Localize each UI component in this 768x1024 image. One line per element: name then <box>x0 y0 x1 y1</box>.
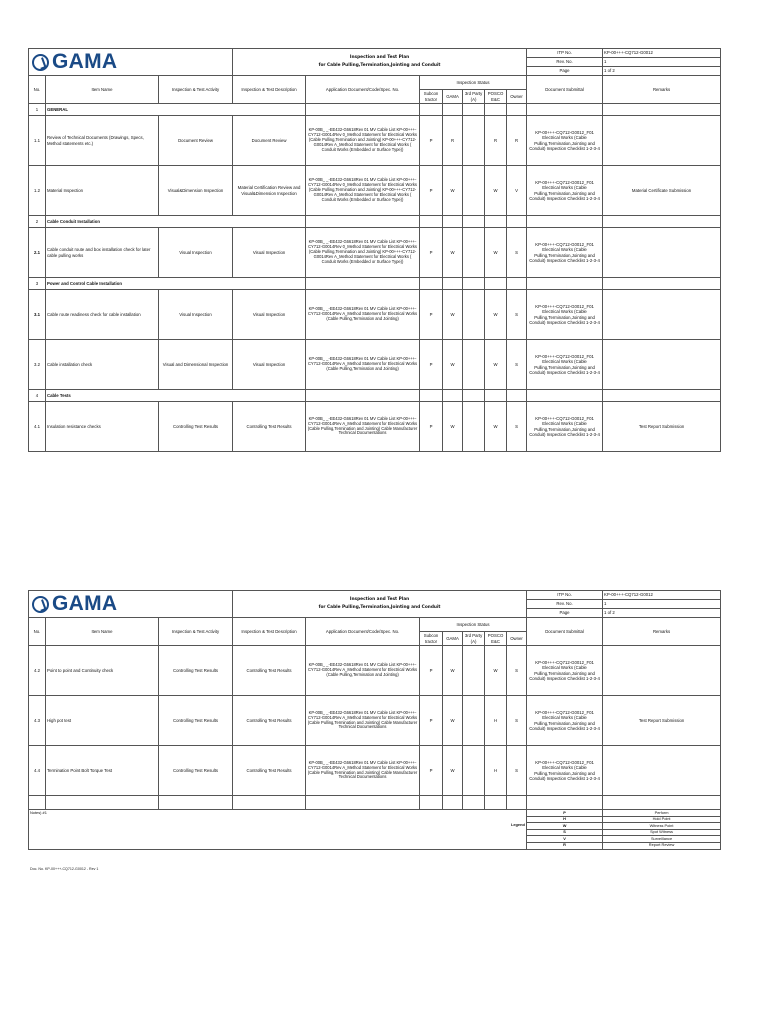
legend-label: Legend <box>511 822 525 827</box>
row-submittal: KP-00+++-CQ712-G0012_F01 Electrical Works (Cable Pulling,Termination,Jointing and Conduit) Inspection Checklist 1-2-3-4 <box>527 646 603 696</box>
row-number: 1.1 <box>29 116 46 166</box>
row-activity: Visual Inspection <box>159 228 233 278</box>
row-posco: W <box>485 166 507 216</box>
legend-text: Hold Point <box>603 816 721 823</box>
rev-no-label: Rev. No. <box>527 58 603 67</box>
row-gama: W <box>443 696 463 746</box>
row-activity: Document Review <box>159 116 233 166</box>
col-header-activity: Inspection & Test Activity <box>159 618 233 646</box>
row-subcon: P <box>420 340 443 390</box>
itp-page-2 <box>28 590 720 850</box>
row-owner: S <box>507 746 527 796</box>
legend-code: V <box>527 836 603 843</box>
row-submittal: KP-00+++-CQ712-G0012_F01 Electrical Works (Cable Pulling,Termination,Jointing and Conduit) Inspection Checklist 1-2-3-4 <box>527 340 603 390</box>
row-number: 3.2 <box>29 340 46 390</box>
row-submittal: KP-00+++-CQ712-G0012_F01 Electrical Works (Cable Pulling,Termination,Jointing and Conduit) Inspection Checklist 1-2-3-4 <box>527 228 603 278</box>
row-subcon: P <box>420 116 443 166</box>
row-gama: W <box>443 290 463 340</box>
row-posco: H <box>485 696 507 746</box>
row-remarks: Material Certificate Submission <box>603 166 721 216</box>
col-header-inspection-status: Inspection Status <box>420 618 527 632</box>
row-remarks: Test Report Submission <box>603 696 721 746</box>
section-row-cable-installation <box>29 278 721 290</box>
row-owner: V <box>507 166 527 216</box>
row-description: Material Certification Review and Visual&Dimension Inspection <box>233 166 306 216</box>
gama-logo-icon <box>32 596 49 613</box>
row-gama: R <box>443 116 463 166</box>
col-header-submittal: Document Submittal <box>527 76 603 104</box>
row-item: Cable route readiness check for cable installation <box>46 290 159 340</box>
legend-code: W <box>527 823 603 830</box>
itp-table-page-2 <box>28 590 721 850</box>
empty-row <box>29 796 721 810</box>
row-item: Point to point and Continuity check <box>46 646 159 696</box>
row-appdoc: KP-00B_ _-EE432-G6618Rev 01 MV Cable List KP-00+++-CY712-G0014Rev A_Method Statement for Electrical Works (Cable Pulling,Termination and Jointing) Cable Manufacturer Technical Documentations <box>306 696 420 746</box>
col-header-third-party: 3rd Party (A) <box>463 632 485 646</box>
row-owner: S <box>507 402 527 452</box>
col-header-subcon: Subcon tractor <box>420 90 443 104</box>
col-header-gama: GAMA <box>443 632 463 646</box>
row-description: Controlling Test Results <box>233 646 306 696</box>
legend-text: Spot Witness <box>603 829 721 836</box>
row-description: Controlling Test Results <box>233 746 306 796</box>
section-row-cable-tests <box>29 390 721 402</box>
row-subcon: P <box>420 746 443 796</box>
table-row <box>29 696 721 746</box>
row-owner: R <box>507 116 527 166</box>
row-owner: S <box>507 228 527 278</box>
row-submittal: KP-00+++-CQ712-G0012_F01 Electrical Works (Cable Pulling,Termination,Jointing and Conduit) Inspection Checklist 1-2-3-4 <box>527 402 603 452</box>
row-appdoc: KP-00B_ _-EE432-G6618Rev 01 MV Cable List KP-00+++-CY712-G0014Rev A_Method Statement for Electrical Works (Cable Pulling,Termination and Jointing) Cable Manufacturer Technical Documentations <box>306 402 420 452</box>
row-owner: S <box>507 696 527 746</box>
row-description: Visual Inspection <box>233 290 306 340</box>
col-header-remarks: Remarks <box>603 618 721 646</box>
section-row-general <box>29 104 721 116</box>
row-remarks <box>603 116 721 166</box>
company-logo: GAMA <box>29 49 233 76</box>
itp-table-page-1 <box>28 48 721 452</box>
row-gama: W <box>443 746 463 796</box>
document-title <box>233 49 527 76</box>
col-header-remarks: Remarks <box>603 76 721 104</box>
table-row <box>29 746 721 796</box>
row-item: High pot test <box>46 696 159 746</box>
row-appdoc: KP-00B_ _-EE432-G6618Rev 01 MV Cable List KP-00+++-CY712-G0014Rev A_Method Statement for Electrical Works (Cable Pulling,Termination and Jointing) <box>306 290 420 340</box>
document-title <box>233 591 527 618</box>
page-value: 1 of 2 <box>603 67 721 76</box>
row-submittal: KP-00+++-CQ712-G0012_F01 Electrical Works (Cable Pulling,Termination,Jointing and Conduit) Inspection Checklist 1-2-3-4 <box>527 116 603 166</box>
row-item: Termination Point Bolt Torque Test <box>46 746 159 796</box>
rev-no-label: Rev. No. <box>527 600 603 609</box>
rev-no-value: 1 <box>603 58 721 67</box>
row-third-party <box>463 402 485 452</box>
row-subcon: P <box>420 166 443 216</box>
row-number: 3.1 <box>29 290 46 340</box>
gama-logo-icon <box>32 54 49 71</box>
row-subcon: P <box>420 696 443 746</box>
row-submittal: KP-00+++-CQ712-G0012_F01 Electrical Works (Cable Pulling,Termination,Jointing and Conduit) Inspection Checklist 1-2-3-4 <box>527 746 603 796</box>
row-posco: W <box>485 402 507 452</box>
row-description: Document Review <box>233 116 306 166</box>
legend-code: R <box>527 842 603 849</box>
col-header-description: Inspection & Test Description <box>233 76 306 104</box>
row-subcon: P <box>420 646 443 696</box>
legend-code: P <box>527 810 603 817</box>
legend-code: H <box>527 816 603 823</box>
row-remarks <box>603 746 721 796</box>
row-number: 4.1 <box>29 402 46 452</box>
legend-text: Surveillance <box>603 836 721 843</box>
col-header-posco: POSCO E&C <box>485 90 507 104</box>
section-name: Cable Conduit Installation <box>46 216 306 228</box>
title-line-1: Inspection and Test Plan <box>349 55 410 60</box>
row-description: Controlling Test Results <box>233 696 306 746</box>
row-number: 2.1 <box>29 228 46 278</box>
section-name: Power and Control Cable Installation <box>46 278 306 290</box>
table-row <box>29 402 721 452</box>
row-activity: Controlling Test Results <box>159 646 233 696</box>
section-number: 2 <box>29 216 46 228</box>
row-activity: Visual&Dimension Inspection <box>159 166 233 216</box>
col-header-no: No. <box>29 618 46 646</box>
row-appdoc: KP-00B_ _-EE432-G6618Rev 01 MV Cable List KP-00+++-CY712-G0014Rev A_Method Statement for Electrical Works (Cable Pulling,Termination and Jointing) <box>306 340 420 390</box>
row-activity: Controlling Test Results <box>159 746 233 796</box>
table-row <box>29 646 721 696</box>
row-gama: W <box>443 646 463 696</box>
col-header-posco: POSCO E&C <box>485 632 507 646</box>
col-header-inspection-status: Inspection Status <box>420 76 527 90</box>
notes-label: Notes) #1 <box>30 810 47 815</box>
row-activity: Visual Inspection <box>159 290 233 340</box>
rev-no-value: 1 <box>603 600 721 609</box>
row-description: Visual Inspection <box>233 228 306 278</box>
row-owner: S <box>507 340 527 390</box>
row-posco: W <box>485 228 507 278</box>
row-appdoc: KP-00B_ _-EE432-G6618Rev 01 MV Cable List KP-00+++-CY712-G0014Rev A_Method Statement for Electrical Works (Cable Pulling,Termination and Jointing) Cable Manufacturer Technical Documentations <box>306 746 420 796</box>
table-row <box>29 340 721 390</box>
row-third-party <box>463 116 485 166</box>
col-header-gama: GAMA <box>443 90 463 104</box>
row-third-party <box>463 696 485 746</box>
itp-no-label: ITP No. <box>527 49 603 58</box>
row-appdoc: KP-00B_ _-EE432-G6618Rev 01 MV Cable List KP-00+++-CY712-G0014Rev A_Method Statement for Electrical Works (Cable Pulling,Termination and Jointing) <box>306 646 420 696</box>
row-item: Cable installation check <box>46 340 159 390</box>
itp-no-value: KP-00+++-CQ712-G0012 <box>603 49 721 58</box>
row-submittal: KP-00+++-CQ712-G0012_F01 Electrical Works (Cable Pulling,Termination,Jointing and Conduit) Inspection Checklist 1-2-3-4 <box>527 166 603 216</box>
notes-area <box>29 810 527 850</box>
col-header-owner: Owner <box>507 90 527 104</box>
row-gama: W <box>443 166 463 216</box>
row-third-party <box>463 290 485 340</box>
row-subcon: P <box>420 402 443 452</box>
legend-text: Witness Point <box>603 823 721 830</box>
section-row-conduit <box>29 216 721 228</box>
col-header-subcon: Subcon tractor <box>420 632 443 646</box>
row-remarks <box>603 340 721 390</box>
col-header-appdoc: Application Document/Code/Spec. No. <box>306 76 420 104</box>
col-header-item: Item Name <box>46 618 159 646</box>
section-name: GENERAL <box>46 104 306 116</box>
row-number: 4.4 <box>29 746 46 796</box>
row-gama: W <box>443 402 463 452</box>
row-number: 4.2 <box>29 646 46 696</box>
row-remarks <box>603 290 721 340</box>
row-subcon: P <box>420 290 443 340</box>
document-number-footer: Doc. No. KP-00+++-CQ712-G0012 - Rev 1 <box>30 867 99 871</box>
title-line-2: for Cable Pulling,Termination,Jointing and Conduit <box>318 63 441 68</box>
row-submittal: KP-00+++-CQ712-G0012_F01 Electrical Works (Cable Pulling,Termination,Jointing and Conduit) Inspection Checklist 1-2-3-4 <box>527 696 603 746</box>
row-gama: W <box>443 228 463 278</box>
table-row <box>29 116 721 166</box>
row-item: Review of Technical Documents (Drawings, Specs, Method statements etc.) <box>46 116 159 166</box>
row-submittal: KP-00+++-CQ712-G0012_F01 Electrical Works (Cable Pulling,Termination,Jointing and Conduit) Inspection Checklist 1-2-3-4 <box>527 290 603 340</box>
section-number: 4 <box>29 390 46 402</box>
legend-text: Perform <box>603 810 721 817</box>
row-appdoc: KP-00B_ _-EE432-G6618Rev 01 MV Cable List KP-00+++-CY712-G0014Rev 0_Method Statement for Electrical Works (Cable Pulling,Termination and Jointing) KP-00+++-CY712-G0014Rev A_Method Statement for Electrical Works ( Conduit Works (Embedded or Surface Type)) <box>306 166 420 216</box>
col-header-activity: Inspection & Test Activity <box>159 76 233 104</box>
row-appdoc: KP-00B_ _-EE432-G6618Rev 01 MV Cable List KP-00+++-CY712-G0014Rev 0_Method Statement for Electrical Works (Cable Pulling,Termination and Jointing) KP-00+++-CY712-G0014Rev A_Method Statement for Electrical Works ( Conduit Works (Embedded or Surface Type)) <box>306 116 420 166</box>
row-activity: Controlling Test Results <box>159 402 233 452</box>
row-description: Controlling Test Results <box>233 402 306 452</box>
col-header-submittal: Document Submittal <box>527 618 603 646</box>
row-number: 1.2 <box>29 166 46 216</box>
row-owner: S <box>507 646 527 696</box>
row-remarks <box>603 228 721 278</box>
row-subcon: P <box>420 228 443 278</box>
page-label: Page <box>527 609 603 618</box>
row-third-party <box>463 228 485 278</box>
row-description: Visual Inspection <box>233 340 306 390</box>
row-appdoc: KP-00B_ _-EE432-G6618Rev 01 MV Cable List KP-00+++-CY712-G0014Rev 0_Method Statement for Electrical Works (Cable Pulling,Termination and Jointing) KP-00+++-CY712-G0014Rev A_Method Statement for Electrical Works ( Conduit Works (Embedded or Surface Type)) <box>306 228 420 278</box>
itp-page-1 <box>28 48 720 452</box>
table-row <box>29 290 721 340</box>
row-posco: H <box>485 746 507 796</box>
section-number: 3 <box>29 278 46 290</box>
row-remarks: Test Report Submission <box>603 402 721 452</box>
row-activity: Visual and Dimensional Inspection <box>159 340 233 390</box>
row-posco: W <box>485 646 507 696</box>
row-posco: R <box>485 116 507 166</box>
section-name: Cable Tests <box>46 390 306 402</box>
col-header-description: Inspection & Test Description <box>233 618 306 646</box>
row-posco: W <box>485 340 507 390</box>
col-header-no: No. <box>29 76 46 104</box>
legend-code: S <box>527 829 603 836</box>
legend-text: Report Review <box>603 842 721 849</box>
row-third-party <box>463 746 485 796</box>
row-gama: W <box>443 340 463 390</box>
row-item: Material Inspection <box>46 166 159 216</box>
row-activity: Controlling Test Results <box>159 696 233 746</box>
row-third-party <box>463 166 485 216</box>
col-header-item: Item Name <box>46 76 159 104</box>
company-logo: GAMA <box>29 591 233 618</box>
row-posco: W <box>485 290 507 340</box>
title-line-1: Inspection and Test Plan <box>349 597 410 602</box>
col-header-owner: Owner <box>507 632 527 646</box>
table-row <box>29 228 721 278</box>
itp-no-value: KP-00+++-CQ712-G0012 <box>603 591 721 600</box>
row-item: Cable conduit route and box installation check for later cable pulling works <box>46 228 159 278</box>
section-number: 1 <box>29 104 46 116</box>
row-owner: S <box>507 290 527 340</box>
row-item: Insulation resistance checks <box>46 402 159 452</box>
itp-no-label: ITP No. <box>527 591 603 600</box>
page-value: 1 of 2 <box>603 609 721 618</box>
page-label: Page <box>527 67 603 76</box>
table-row <box>29 166 721 216</box>
row-third-party <box>463 646 485 696</box>
row-number: 4.3 <box>29 696 46 746</box>
col-header-third-party: 3rd Party (A) <box>463 90 485 104</box>
title-line-2: for Cable Pulling,Termination,Jointing and Conduit <box>318 605 441 610</box>
col-header-appdoc: Application Document/Code/Spec. No. <box>306 618 420 646</box>
row-remarks <box>603 646 721 696</box>
row-third-party <box>463 340 485 390</box>
